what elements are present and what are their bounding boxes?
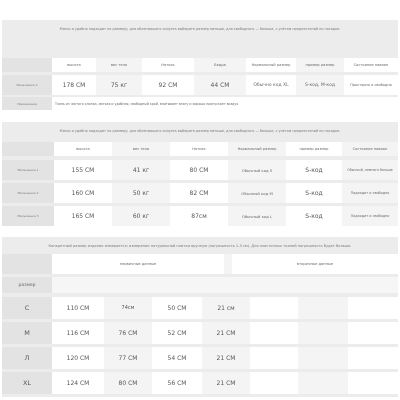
table3-group-gap <box>224 254 232 274</box>
row-label: Мальчишка 3 <box>2 206 54 226</box>
sub-header <box>298 277 348 293</box>
value-cell: Обычный код L <box>228 206 286 226</box>
primary-data-header: первичные данные <box>52 254 224 274</box>
table1-header: Бедра <box>194 58 246 72</box>
value-cell: 56 СМ <box>152 372 202 394</box>
value-cell: S-код <box>286 160 342 180</box>
value-cell: Обычный код S <box>228 160 286 180</box>
size-label: M <box>2 322 52 344</box>
table1-header: пример размер <box>296 58 344 72</box>
table2-header: высота <box>54 142 112 156</box>
value-cell: 54 СМ <box>152 347 202 369</box>
value-cell: 77 СМ <box>104 347 152 369</box>
table1-header: Нормальный размер <box>246 58 296 72</box>
table1-note: Мягко и удобно подходит по размеру; для облегающего силуэта выберите размер меньше, для свободного — больше, с учётом предпочтений по посадке. <box>59 27 341 31</box>
table1-header: высота <box>52 58 96 72</box>
sub-header <box>250 277 298 293</box>
sub-header <box>348 277 398 293</box>
table-row <box>2 372 398 394</box>
table2-header: Натиск <box>170 142 228 156</box>
table1-header: Состояние павиан <box>344 58 398 72</box>
empty-cell <box>348 372 398 394</box>
row-label: Мальчишка 1 <box>2 160 54 180</box>
table3-corner <box>2 254 52 274</box>
size-label: XL <box>2 372 52 394</box>
empty-cell <box>298 347 348 369</box>
empty-cell <box>298 372 348 394</box>
secondary-data-header: вторичные данные <box>232 254 398 274</box>
table2-corner <box>2 142 54 156</box>
value-cell: 155 СМ <box>54 160 112 180</box>
value-cell: 52 СМ <box>152 322 202 344</box>
value-cell: Обычный, немного больше <box>342 160 398 180</box>
size-label: Л <box>2 347 52 369</box>
value-cell: 21 СМ <box>202 347 250 369</box>
value-cell: 110 СМ <box>52 297 104 319</box>
empty-cell <box>348 347 398 369</box>
row-label: Мальчишка 2 <box>2 183 54 203</box>
value-cell: 80 СМ <box>104 372 152 394</box>
value-cell: Обычный код M <box>228 183 286 203</box>
sub-header <box>202 277 250 293</box>
value-cell: 74см <box>104 297 152 319</box>
value-cell: Просторно и свободно <box>344 75 398 95</box>
table2-header: пример размер <box>286 142 342 156</box>
table-row <box>2 322 398 344</box>
value-cell: 82 СМ <box>170 183 228 203</box>
table-row <box>2 297 398 319</box>
empty-cell <box>250 297 298 319</box>
empty-cell <box>348 297 398 319</box>
value-cell: 160 СМ <box>54 183 112 203</box>
value-cell: Подходит и свободно <box>342 183 398 203</box>
table-row <box>2 206 398 226</box>
size-table-1 <box>2 20 398 110</box>
empty-cell <box>250 347 298 369</box>
description-label: Примечание <box>2 97 52 110</box>
value-cell: S-код, M-код <box>296 75 344 95</box>
table2-note: Мягко и удобно подходит по размеру; для облегающего силуэта выберите размер меньше, для свободного — больше, с учётом предпочтений по посадке. <box>59 129 341 133</box>
size-column-label: размер <box>2 277 52 293</box>
description-text: Ткань из чистого хлопка, мягкая и удобная, свободный крой, впитывает влагу и хорошо пропускает воздух. <box>52 97 398 110</box>
table1-corner <box>2 58 52 72</box>
value-cell: 21 см <box>202 297 250 319</box>
empty-cell <box>250 322 298 344</box>
value-cell: 87см <box>170 206 228 226</box>
empty-cell <box>298 322 348 344</box>
table-row <box>2 160 398 180</box>
value-cell: 44 СМ <box>194 75 246 95</box>
value-cell: 21 СМ <box>202 372 250 394</box>
sub-header <box>104 277 152 293</box>
table2-header: вес тела <box>112 142 170 156</box>
value-cell: 50 кг <box>112 183 170 203</box>
table2-header-row <box>2 142 398 156</box>
value-cell: 76 СМ <box>104 322 152 344</box>
value-cell: 60 кг <box>112 206 170 226</box>
value-cell: 92 СМ <box>142 75 194 95</box>
row-label: Мальчишка 3 <box>2 75 52 95</box>
sub-header <box>52 277 104 293</box>
table2-header: Состояние павиан <box>342 142 398 156</box>
table1-header-row <box>2 58 398 72</box>
table-row <box>2 183 398 203</box>
table3-note: Конкретный размер изделия измеряется: измерение натуральной плитки вручную (погрешность 1-3 см). Для эластичных тканей погрешность будет больше. <box>48 244 352 248</box>
empty-cell <box>250 372 298 394</box>
size-label: C <box>2 297 52 319</box>
value-cell: 120 СМ <box>52 347 104 369</box>
empty-cell <box>298 297 348 319</box>
size-table-3 <box>2 237 398 397</box>
empty-cell <box>348 322 398 344</box>
size-table-2 <box>2 122 398 226</box>
sub-header <box>152 277 202 293</box>
value-cell: 80 СМ <box>170 160 228 180</box>
value-cell: 50 СМ <box>152 297 202 319</box>
table-row <box>2 75 398 95</box>
value-cell: Подходит и свободно <box>342 206 398 226</box>
table1-header: вес тела <box>96 58 142 72</box>
table3-subheader-row <box>2 277 398 293</box>
value-cell: S-код <box>286 206 342 226</box>
value-cell: 75 кг <box>96 75 142 95</box>
value-cell: 116 СМ <box>52 322 104 344</box>
value-cell: 178 СМ <box>52 75 96 95</box>
value-cell: 124 СМ <box>52 372 104 394</box>
value-cell: 21 СМ <box>202 322 250 344</box>
table3-group-row <box>2 254 398 274</box>
value-cell: 41 кг <box>112 160 170 180</box>
table2-header: Нормальный размер <box>228 142 286 156</box>
value-cell: 165 СМ <box>54 206 112 226</box>
value-cell: Обычно код XL <box>246 75 296 95</box>
value-cell: S-код <box>286 183 342 203</box>
table1-description-row <box>2 97 398 110</box>
table1-header: Натиск <box>142 58 194 72</box>
table-row <box>2 347 398 369</box>
